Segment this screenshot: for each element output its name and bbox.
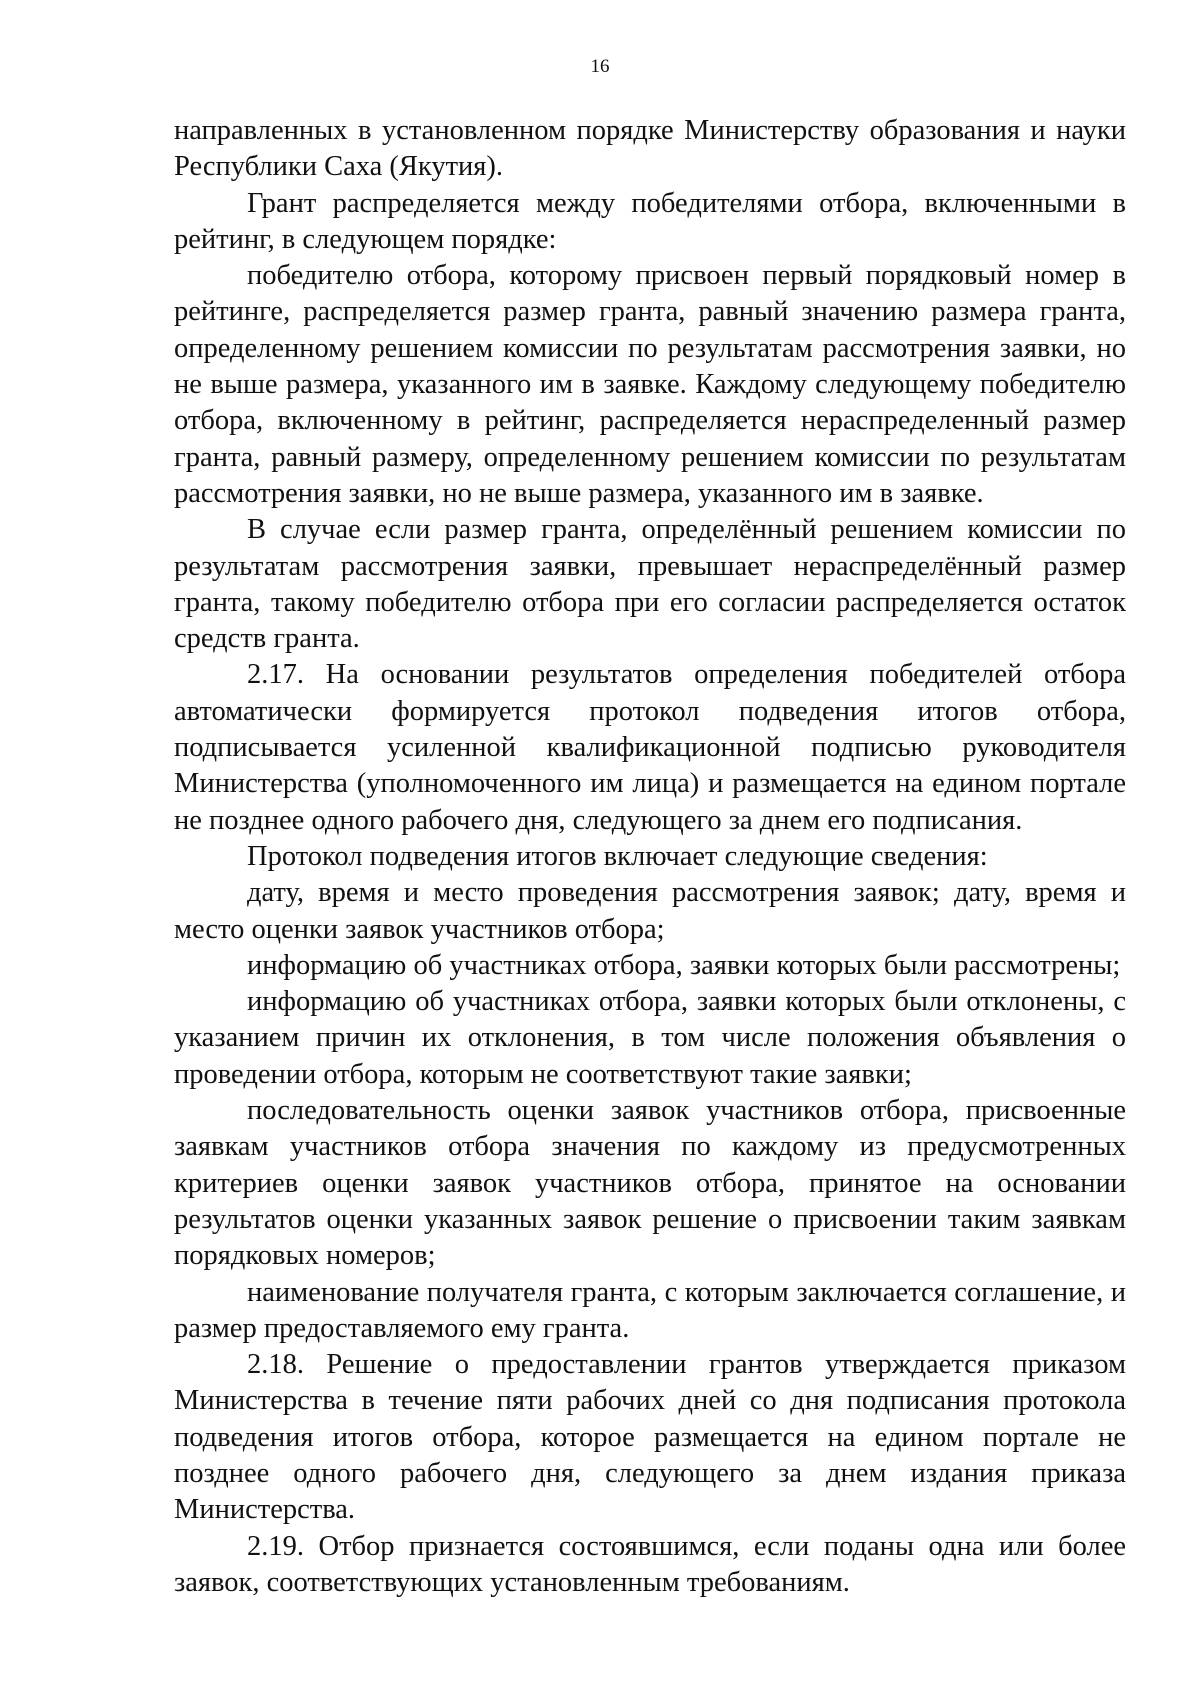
paragraph-first-winner: победителю отбора, которому присвоен первый порядковый номер в рейтинге, распределяется размер гранта, равный значению размера гранта, определенному решением комиссии по результатам рассмотрения заявки, но не выше размера, указанного им в заявке. Каждому следующему победителю отбора, включенному в рейтинг, распределяется нераспределенный размер гранта, равный размеру, определенному решением комиссии по результатам рассмотрения заявки, но не выше размера, указанного им в заявке. (174, 260, 1126, 509)
paragraph-rejected-participants: информацию об участниках отбора, заявки которых были отклонены, с указанием причин их отклонения, в том числе положения объявления о проведении отбора, которым не соответствуют такие заявки; (174, 986, 1126, 1090)
page-number: 16 (590, 56, 610, 77)
paragraph-clause-2-18: 2.18. Решение о предоставлении грантов утверждается приказом Министерства в течение пяти рабочих дней со дня подписания протокола подведения итогов отбора, которое размещается на едином портале не позднее одного рабочего дня, следующего за днем издания приказа Министерства. (174, 1349, 1126, 1526)
paragraph-continuation: направленных в установленном порядке Министерству образования и науки Республики Саха (Якутия). (174, 115, 1126, 183)
paragraph-clause-2-19: 2.19. Отбор признается состоявшимся, если поданы одна или более заявок, соответствующих установленным требованиям. (174, 1530, 1126, 1598)
paragraph-grant-recipient: наименование получателя гранта, с которым заключается соглашение, и размер предоставляемого ему гранта. (174, 1276, 1126, 1344)
paragraph-protocol-contents: Протокол подведения итогов включает следующие сведения: (247, 840, 988, 872)
paragraph-evaluation-sequence: последовательность оценки заявок участников отбора, присвоенные заявкам участников отбора значения по каждому из предусмотренных критериев оценки заявок участников отбора, принятое на основании результатов оценки указанных заявок решение о присвоении таким заявкам порядковых номеров; (174, 1095, 1126, 1272)
paragraph-reviewed-participants: информацию об участниках отбора, заявки которых были рассмотрены; (247, 949, 1121, 981)
document-body (174, 113, 1126, 1601)
paragraph-remaining-funds: В случае если размер гранта, определённый решением комиссии по результатам рассмотрения заявки, превышает нераспределённый размер гранта, такому победителю отбора при его согласии распределяется остаток средств гранта. (174, 514, 1126, 655)
paragraph-clause-2-17: 2.17. На основании результатов определения победителей отбора автоматически формируется протокол подведения итогов отбора, подписывается усиленной квалификационной подписью руководителя Министерства (уполномоченного им лица) и размещается на едином портале не позднее одного рабочего дня, следующего за днем его подписания. (174, 659, 1126, 836)
paragraph-date-time-place: дату, время и место проведения рассмотрения заявок; дату, время и место оценки заявок участников отбора; (174, 877, 1126, 945)
paragraph-grant-distribution: Грант распределяется между победителями отбора, включенными в рейтинг, в следующем порядке: (174, 187, 1126, 255)
